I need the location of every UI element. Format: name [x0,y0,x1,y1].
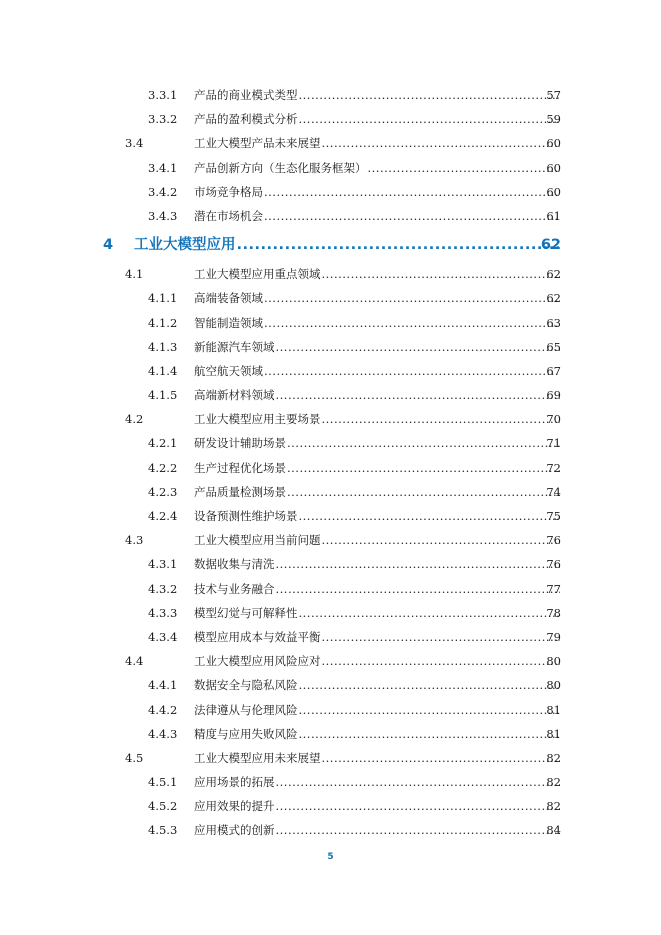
toc-entry-line [194,456,561,480]
toc-subsection-entry[interactable] [0,577,661,601]
toc-entry-number: 4.3.3 [148,605,178,620]
toc-subsection-entry[interactable] [0,794,661,818]
table-of-contents [0,83,661,843]
toc-entry-line [194,262,561,286]
toc-dot-leader [276,577,561,601]
toc-entry-title: 潜在市场机会 [194,208,263,223]
toc-entry-line [194,359,561,383]
toc-entry-line [194,528,561,552]
toc-dot-leader [276,818,561,842]
toc-entry-line [194,770,561,794]
toc-section-entry[interactable] [0,746,661,770]
toc-entry-page: 78 [546,605,561,620]
toc-entry-number: 4.2.3 [148,484,178,499]
toc-subsection-entry[interactable] [0,335,661,359]
toc-entry-line [194,746,561,770]
toc-dot-leader [264,359,560,383]
toc-section-entry[interactable] [0,262,661,286]
toc-subsection-entry[interactable] [0,673,661,697]
toc-entry-title: 工业大模型应用 [134,237,236,254]
toc-dot-leader [322,262,561,286]
toc-dot-leader [322,131,561,155]
toc-entry-number: 3.4.2 [148,184,178,199]
toc-entry-page: 65 [546,339,561,354]
toc-entry-title: 数据收集与清洗 [194,557,275,572]
toc-entry-page: 84 [546,823,561,838]
toc-entry-number: 4.1 [125,267,144,282]
toc-entry-number: 4.5.3 [148,823,178,838]
toc-entry-number: 4.4.1 [148,678,178,693]
toc-entry-number: 3.4 [125,136,144,151]
toc-chapter-entry[interactable] [0,228,661,262]
toc-dot-leader [299,673,561,697]
toc-entry-line [194,156,561,180]
toc-subsection-entry[interactable] [0,156,661,180]
toc-entry-number: 4.3.1 [148,557,178,572]
toc-entry-page: 80 [546,678,561,693]
toc-entry-line [194,180,561,204]
toc-subsection-entry[interactable] [0,480,661,504]
toc-entry-title: 法律遵从与伦理风险 [194,702,298,717]
toc-entry-title: 产品的盈利模式分析 [194,112,298,127]
toc-entry-number: 4.2 [125,412,144,427]
toc-dot-leader [276,552,561,576]
toc-entry-line [194,601,561,625]
toc-entry-number: 4.2.2 [148,460,178,475]
toc-entry-page: 59 [546,112,561,127]
toc-entry-page: 60 [546,184,561,199]
toc-entry-page: 71 [546,436,561,451]
toc-entry-line [194,407,561,431]
toc-dot-leader [299,601,561,625]
toc-entry-title: 工业大模型产品未来展望 [194,136,321,151]
toc-subsection-entry[interactable] [0,431,661,455]
toc-subsection-entry[interactable] [0,204,661,228]
toc-entry-title: 设备预测性维护场景 [194,509,298,523]
toc-entry-line [194,673,561,697]
toc-entry-title: 应用场景的拓展 [194,775,275,790]
toc-entry-line [194,431,561,455]
toc-entry-title: 产品创新方向（生态化服务框架） [194,160,367,175]
toc-entry-line [194,311,561,335]
toc-entry-line [194,335,561,359]
toc-entry-number: 3.4.3 [148,208,178,223]
toc-entry-title: 智能制造领域 [194,315,263,330]
toc-entry-title: 航空航天领域 [194,363,263,378]
toc-entry-line [134,228,561,262]
toc-dot-leader [276,335,561,359]
toc-entry-line [194,794,561,818]
toc-entry-number: 4.1.4 [148,363,178,378]
toc-entry-page: 63 [546,315,561,330]
toc-section-entry[interactable] [0,131,661,155]
toc-entry-page: 70 [546,412,561,427]
toc-entry-number: 4.4.3 [148,726,178,741]
toc-entry-page: 81 [546,702,561,717]
toc-entry-title: 模型应用成本与效益平衡 [194,629,321,644]
toc-entry-page: 80 [546,654,561,669]
toc-dot-leader [299,698,561,722]
toc-entry-line [194,131,561,155]
toc-entry-line [194,818,561,842]
toc-entry-line [194,649,561,673]
toc-entry-page: 69 [546,388,561,403]
toc-entry-number: 4.3.4 [148,629,178,644]
toc-entry-number: 4.5 [125,750,144,765]
toc-entry-line [194,107,561,131]
toc-entry-number: 4.1.5 [148,388,178,403]
toc-entry-title: 模型幻觉与可解释性 [194,605,298,620]
toc-subsection-entry[interactable] [0,180,661,204]
toc-entry-page: 57 [546,88,561,102]
toc-entry-title: 市场竞争格局 [194,184,263,199]
toc-dot-leader [264,286,560,310]
toc-dot-leader [237,228,561,262]
toc-dot-leader [276,770,561,794]
toc-subsection-entry[interactable] [0,83,661,107]
toc-dot-leader [287,456,560,480]
toc-entry-line [194,480,561,504]
toc-entry-title: 工业大模型应用重点领域 [194,267,321,282]
toc-dot-leader [287,431,560,455]
toc-subsection-entry[interactable] [0,818,661,842]
toc-entry-line [194,383,561,407]
toc-subsection-entry[interactable] [0,770,661,794]
toc-entry-line [194,286,561,310]
toc-entry-number: 4.1.3 [148,339,178,354]
toc-dot-leader [322,649,561,673]
toc-dot-leader [299,504,561,528]
toc-entry-page: 60 [546,136,561,151]
toc-subsection-entry[interactable] [0,107,661,131]
toc-entry-title: 应用模式的创新 [194,823,275,838]
toc-entry-number: 4.2.1 [148,436,178,451]
toc-entry-page: 72 [546,460,561,475]
toc-subsection-entry[interactable] [0,311,661,335]
toc-entry-number: 3.3.2 [148,112,178,127]
toc-entry-page: 74 [546,484,561,499]
toc-dot-leader [264,311,560,335]
toc-dot-leader [276,794,561,818]
toc-subsection-entry[interactable] [0,722,661,746]
toc-entry-page: 81 [546,726,561,741]
toc-entry-page: 60 [546,160,561,175]
toc-entry-page: 67 [546,363,561,378]
toc-entry-title: 工业大模型应用未来展望 [194,750,321,765]
toc-entry-number: 3.3.1 [148,88,178,102]
toc-dot-leader [299,83,561,107]
toc-entry-line [194,625,561,649]
toc-entry-page: 76 [546,533,561,548]
toc-dot-leader [322,528,561,552]
toc-entry-title: 工业大模型应用当前问题 [194,533,321,548]
toc-entry-page: 76 [546,557,561,572]
toc-entry-page: 77 [546,581,561,596]
toc-subsection-entry[interactable] [0,286,661,310]
toc-dot-leader [299,722,561,746]
toc-subsection-entry[interactable] [0,625,661,649]
toc-entry-number: 4.2.4 [148,509,178,523]
toc-entry-title: 高端装备领域 [194,291,263,306]
toc-dot-leader [368,156,561,180]
toc-entry-number: 4.1.2 [148,315,178,330]
toc-subsection-entry[interactable] [0,504,661,528]
toc-entry-title: 新能源汽车领域 [194,339,275,354]
toc-subsection-entry[interactable] [0,601,661,625]
toc-dot-leader [322,746,561,770]
toc-section-entry[interactable] [0,407,661,431]
toc-entry-line [194,698,561,722]
toc-entry-line [194,552,561,576]
toc-entry-line [194,204,561,228]
toc-entry-title: 技术与业务融合 [194,581,275,596]
toc-entry-line [194,504,561,528]
toc-entry-number: 4 [103,237,114,254]
toc-entry-number: 4.5.1 [148,775,178,790]
toc-dot-leader [276,383,561,407]
toc-subsection-entry[interactable] [0,383,661,407]
toc-entry-number: 4.3 [125,533,144,548]
toc-entry-number: 4.1.1 [148,291,178,306]
page-number: 5 [327,852,334,862]
toc-entry-line [194,577,561,601]
toc-entry-title: 高端新材料领域 [194,388,275,403]
toc-section-entry[interactable] [0,528,661,552]
toc-entry-page: 62 [546,291,561,306]
toc-dot-leader [264,180,560,204]
toc-dot-leader [287,480,560,504]
toc-entry-line [194,722,561,746]
toc-entry-line [194,83,561,107]
toc-entry-page: 61 [546,208,561,223]
toc-entry-page: 82 [546,775,561,790]
toc-entry-number: 4.4.2 [148,702,178,717]
toc-entry-number: 4.5.2 [148,799,178,814]
toc-entry-title: 研发设计辅助场景 [194,436,286,451]
toc-entry-number: 4.3.2 [148,581,178,596]
toc-entry-title: 产品的商业模式类型 [194,88,298,102]
toc-entry-number: 4.4 [125,654,144,669]
toc-entry-page: 75 [546,509,561,523]
toc-entry-title: 产品质量检测场景 [194,484,286,499]
toc-entry-page: 82 [546,750,561,765]
toc-entry-title: 生产过程优化场景 [194,460,286,475]
toc-entry-title: 工业大模型应用风险应对 [194,654,321,669]
toc-entry-title: 精度与应用失败风险 [194,726,298,741]
toc-entry-page: 62 [540,237,561,254]
toc-entry-number: 3.4.1 [148,160,178,175]
toc-subsection-entry[interactable] [0,552,661,576]
toc-section-entry[interactable] [0,649,661,673]
toc-entry-title: 应用效果的提升 [194,799,275,814]
toc-subsection-entry[interactable] [0,698,661,722]
toc-subsection-entry[interactable] [0,359,661,383]
toc-entry-page: 79 [546,629,561,644]
toc-dot-leader [322,625,561,649]
toc-entry-page: 62 [546,267,561,282]
toc-entry-title: 工业大模型应用主要场景 [194,412,321,427]
toc-dot-leader [264,204,560,228]
toc-subsection-entry[interactable] [0,456,661,480]
toc-dot-leader [322,407,561,431]
toc-dot-leader [299,107,561,131]
toc-entry-title: 数据安全与隐私风险 [194,678,298,693]
toc-entry-page: 82 [546,799,561,814]
